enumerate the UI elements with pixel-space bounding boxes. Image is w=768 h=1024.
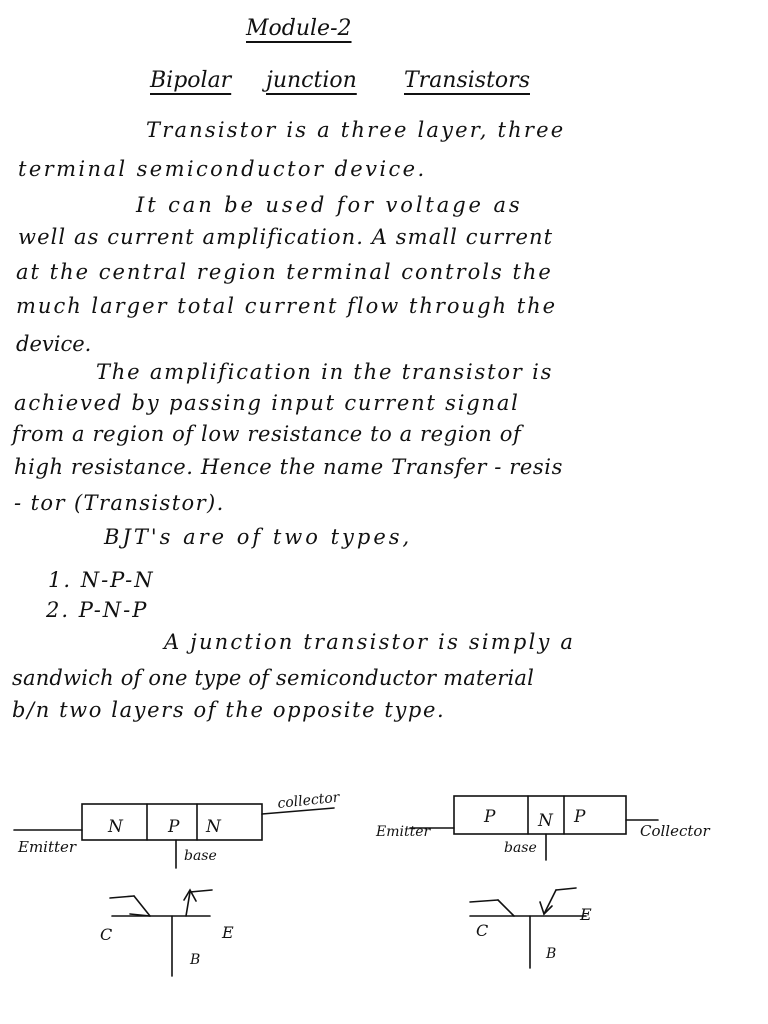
npn-emitter-label: Emitter: [18, 838, 77, 856]
npn-region-2: P: [168, 817, 180, 837]
pnp-symbol-c: C: [476, 921, 489, 940]
pnp-emitter-label: Emitter: [376, 824, 431, 840]
npn-symbol-b: B: [190, 952, 201, 968]
text-line: It can be used for voltage as: [136, 193, 523, 217]
pnp-region-2: N: [538, 811, 553, 831]
npn-collector-label: collector: [276, 789, 341, 812]
list-item: 1. N-P-N: [48, 568, 155, 592]
npn-region-3: N: [206, 817, 221, 837]
module-heading: Module-2: [246, 16, 352, 41]
pnp-symbol-collector: [498, 900, 514, 916]
text-line: at the central region terminal controls the: [16, 260, 553, 284]
npn-base-label: base: [184, 848, 217, 864]
npn-symbol-c: C: [100, 925, 113, 944]
text-line: A junction transistor is simply a: [164, 630, 576, 654]
text-line: BJT's are of two types,: [104, 525, 413, 549]
text-line: much larger total current flow through the: [16, 294, 558, 318]
pnp-symbol-emitter: [544, 890, 556, 914]
text-line: achieved by passing input current signal: [14, 391, 520, 415]
text-line: Transistor is a three layer, three: [146, 118, 566, 142]
text-line: well as current amplification. A small current: [18, 225, 554, 249]
topic-word-2: junction: [266, 68, 357, 93]
text-line: from a region of low resistance to a region of: [12, 422, 522, 446]
text-line: The amplification in the transistor is: [96, 360, 554, 384]
pnp-collector-label: Collector: [640, 822, 710, 840]
pnp-base-label: base: [504, 840, 537, 856]
npn-symbol-collector: [134, 896, 150, 916]
npn-symbol-e: E: [222, 923, 234, 942]
list-item: 2. P-N-P: [46, 598, 149, 622]
text-line: device.: [16, 332, 92, 356]
text-line: terminal semiconductor device.: [18, 157, 427, 181]
text-line: sandwich of one type of semiconductor material: [12, 666, 534, 690]
text-line: high resistance. Hence the name Transfer - resis: [14, 455, 563, 479]
pnp-region-3: P: [574, 807, 586, 827]
transistor-diagrams: [0, 760, 768, 1024]
text-line: - tor (Transistor).: [14, 491, 225, 515]
pnp-symbol-e: E: [580, 905, 592, 924]
pnp-arrow: [540, 902, 552, 914]
npn-region-1: N: [108, 817, 123, 837]
topic-word-3: Transistors: [404, 68, 530, 93]
text-line: b/n two layers of the opposite type.: [12, 698, 446, 722]
pnp-symbol-b: B: [546, 946, 557, 962]
pnp-region-1: P: [484, 807, 496, 827]
topic-word-1: Bipolar: [150, 68, 232, 93]
